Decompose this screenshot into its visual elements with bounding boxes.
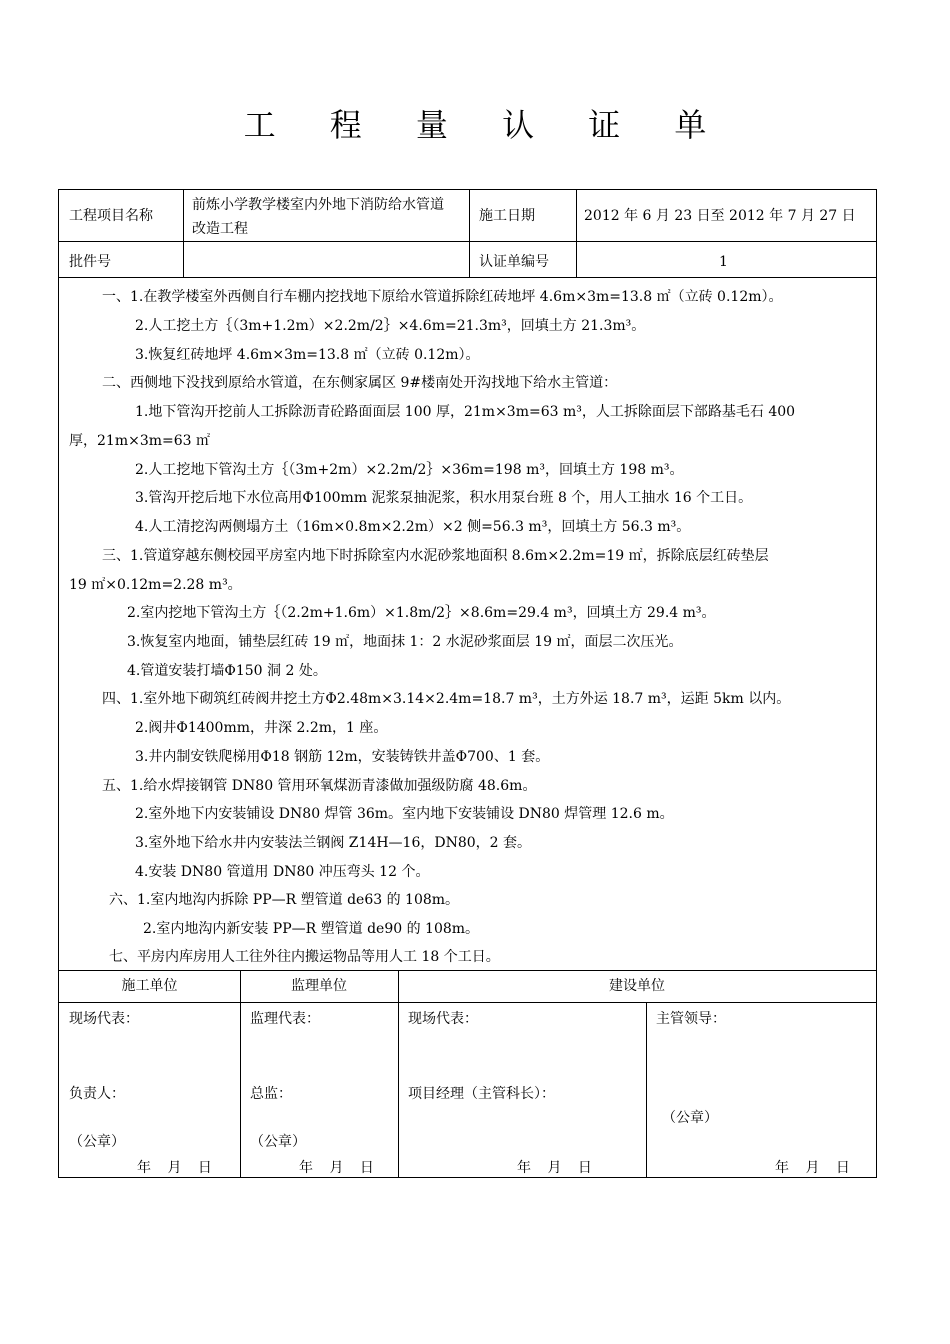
work-item-line: 五、1.给水焊接钢管 DN80 管用环氧煤沥青漆做加强级防腐 48.6m。	[102, 778, 537, 794]
cert-number-label: 认证单编号	[479, 254, 549, 270]
col-divider	[469, 190, 470, 277]
date-placeholder: 年 月 日	[137, 1160, 212, 1176]
work-item-line: 3.室外地下给水井内安装法兰钢阀 Z14H—16，DN80，2 套。	[135, 835, 532, 851]
row-divider	[59, 970, 876, 971]
work-item-line: 3.恢复室内地面，铺垫层红砖 19 ㎡，地面抹 1：2 水泥砂浆面层 19 ㎡，面层二次压光。	[127, 634, 683, 650]
construction-date-label: 施工日期	[479, 208, 535, 224]
site-rep-label: 现场代表：	[69, 1011, 139, 1027]
work-item-line: 1.地下管沟开挖前人工拆除沥青砼路面面层 100 厚，21m×3m=63 m³，人工拆除面层下部路基毛石 400	[135, 404, 796, 420]
work-item-line: 2.室内挖地下管沟土方｛（2.2m+1.6m）×1.8m/2｝×8.6m=29.4 m³，回填土方 29.4 m³。	[127, 605, 716, 621]
col-divider	[576, 190, 577, 277]
work-item-line: 七、平房内库房用人工往外往内搬运物品等用人工 18 个工日。	[109, 949, 500, 965]
work-item-line: 六、1.室内地沟内拆除 PP—R 塑管道 de63 的 108m。	[109, 892, 460, 908]
col-divider	[183, 190, 184, 277]
supervisor-header: 监理单位	[291, 978, 347, 994]
page-title: 工 程 量 认 证 单	[243, 106, 729, 144]
work-item-line: 厚，21m×3m=63 ㎡	[69, 433, 210, 449]
cert-number-value: 1	[719, 254, 728, 270]
owner-site-rep-label: 现场代表：	[408, 1011, 478, 1027]
work-item-line: 2.阀井Φ1400mm，井深 2.2m，1 座。	[135, 720, 388, 736]
date-placeholder: 年 月 日	[775, 1160, 850, 1176]
date-placeholder: 年 月 日	[299, 1160, 374, 1176]
col-divider	[398, 970, 399, 1177]
project-name-label: 工程项目名称	[69, 208, 153, 224]
row-divider	[59, 241, 876, 242]
work-item-line: 4.安装 DN80 管道用 DN80 冲压弯头 12 个。	[135, 864, 430, 880]
contractor-header: 施工单位	[121, 978, 178, 994]
seal-label: （公章）	[250, 1134, 306, 1150]
work-item-line: 2.室外地下内安装铺设 DN80 焊管 36m。室内地下安装铺设 DN80 焊管理 12.6 m。	[135, 806, 674, 822]
work-item-line: 二、西侧地下没找到原给水管道，在东侧家属区 9#楼南处开沟找地下给水主管道：	[102, 375, 618, 391]
work-item-line: 4.管道安装打墙Φ150 洞 2 处。	[127, 663, 327, 679]
work-item-line: 2.人工挖土方｛（3m+1.2m）×2.2m/2｝×4.6m=21.3m³，回填土方 21.3m³。	[135, 318, 646, 334]
seal-label: （公章）	[662, 1110, 718, 1126]
work-item-line: 三、1.管道穿越东侧校园平房室内地下时拆除室内水泥砂浆地面积 8.6m×2.2m=19 ㎡，拆除底层红砖垫层	[102, 548, 769, 564]
work-item-line: 2.人工挖地下管沟土方｛（3m+2m）×2.2m/2｝×36m=198 m³，回填土方 198 m³。	[135, 462, 684, 478]
project-manager-label: 项目经理（主管科长）：	[408, 1086, 555, 1102]
work-item-line: 3.管沟开挖后地下水位高用Φ100mm 泥浆泵抽泥浆，积水用泵台班 8 个，用人工抽水 16 个工日。	[135, 490, 753, 506]
date-placeholder: 年 月 日	[517, 1160, 592, 1176]
owner-header: 建设单位	[609, 978, 665, 994]
construction-date-value: 2012 年 6 月 23 日至 2012 年 7 月 27 日	[584, 208, 856, 224]
work-item-line: 3.井内制安铁爬梯用Φ18 钢筋 12m，安装铸铁井盖Φ700、1 套。	[135, 749, 550, 765]
work-item-line: 四、1.室外地下砌筑红砖阀井挖土方Φ2.48m×3.14×2.4m=18.7 m³，土方外运 18.7 m³，运距 5km 以内。	[102, 691, 791, 707]
work-item-line: 一、1.在教学楼室外西侧自行车棚内挖找地下原给水管道拆除红砖地坪 4.6m×3m=13.8 ㎡（立砖 0.12m）。	[102, 289, 783, 305]
chief-supervisor-label: 总监：	[250, 1086, 292, 1102]
batch-number-label: 批件号	[69, 254, 111, 270]
responsible-label: 负责人：	[69, 1086, 125, 1102]
work-item-line: 4.人工清挖沟两侧塌方土（16m×0.8m×2.2m）×2 侧=56.3 m³，回填土方 56.3 m³。	[135, 519, 691, 535]
project-name-line2: 改造工程	[192, 221, 248, 237]
work-item-line: 3.恢复红砖地坪 4.6m×3m=13.8 ㎡（立砖 0.12m）。	[135, 347, 480, 363]
col-divider	[240, 970, 241, 1177]
work-item-line: 2.室内地沟内新安装 PP—R 塑管道 de90 的 108m。	[143, 921, 480, 937]
work-item-line: 19 ㎡×0.12m=2.28 m³。	[69, 577, 242, 593]
project-name-line1: 前炼小学教学楼室内外地下消防给水管道	[192, 197, 444, 213]
col-divider	[646, 1002, 647, 1177]
leader-label: 主管领导：	[656, 1011, 726, 1027]
row-divider	[59, 1002, 876, 1003]
supervisor-rep-label: 监理代表：	[250, 1011, 320, 1027]
form-table	[58, 189, 877, 1178]
row-divider	[59, 277, 876, 278]
seal-label: （公章）	[69, 1134, 125, 1150]
